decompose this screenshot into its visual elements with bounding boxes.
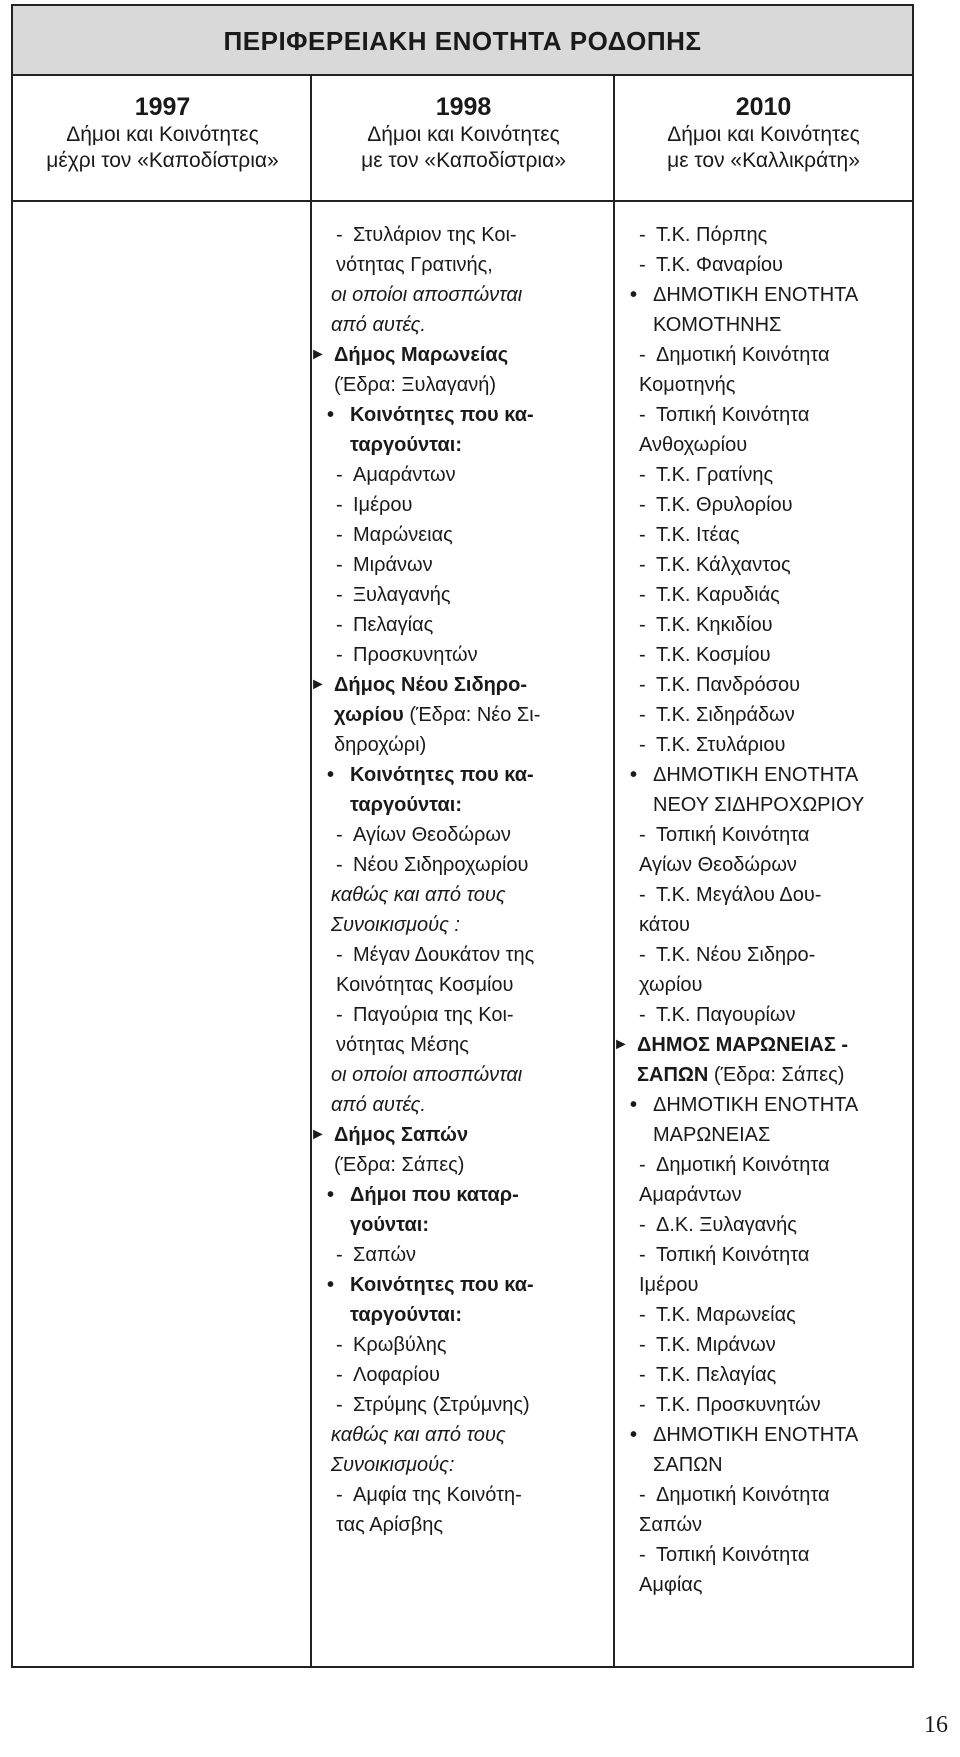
dash-marker: - xyxy=(639,1394,646,1416)
list-item xyxy=(613,850,903,880)
bullet-marker: • xyxy=(630,284,638,306)
dash-marker: - xyxy=(639,824,646,846)
list-item xyxy=(310,1000,600,1030)
list-item xyxy=(310,1390,600,1420)
dash-marker: - xyxy=(639,644,646,666)
bold-text: Δήμος Σαπών xyxy=(334,1124,469,1146)
item-text: Τ.Κ. Καρυδιάς xyxy=(656,584,780,606)
list-item xyxy=(613,640,903,670)
bullet-marker: • xyxy=(630,764,638,786)
list-item xyxy=(613,1300,903,1330)
list-item xyxy=(613,820,903,850)
item-text: Πελαγίας xyxy=(353,614,434,636)
item-text: οι οποίοι αποσπώνται xyxy=(331,1064,523,1086)
header-year: 1997 xyxy=(134,93,191,121)
list-item xyxy=(613,310,903,340)
list-item xyxy=(613,970,903,1000)
list-item xyxy=(310,730,600,760)
item-text: Μέγαν Δουκάτον της xyxy=(353,944,535,966)
bold-text: Κοινότητες που κα- xyxy=(350,1274,534,1296)
list-item xyxy=(613,550,903,580)
item-text: τας Αρίσβης xyxy=(336,1514,444,1536)
list-item xyxy=(310,1300,600,1330)
dash-marker: - xyxy=(336,644,343,666)
list-item xyxy=(310,1030,600,1060)
item-text: Δημοτική Κοινότητα xyxy=(656,1484,830,1506)
list-item xyxy=(310,580,600,610)
bold-text: ταργούνται: xyxy=(350,434,463,456)
list-item xyxy=(613,700,903,730)
item-text: Τοπική Κοινότητα xyxy=(656,1244,810,1266)
arrow-marker: ► xyxy=(310,1126,326,1143)
bold-text: ταργούνται: xyxy=(350,794,463,816)
bold-text: Δήμοι που καταρ- xyxy=(350,1184,519,1206)
item-text: Τ.Κ. Ιτέας xyxy=(656,524,740,546)
list-item xyxy=(310,1120,600,1150)
dash-marker: - xyxy=(639,1214,646,1236)
item-text: κάτου xyxy=(639,914,690,936)
dash-marker: - xyxy=(336,494,343,516)
dash-marker: - xyxy=(639,344,646,366)
list-item xyxy=(310,280,600,310)
list-item xyxy=(613,1030,903,1060)
bold-text: γούνται: xyxy=(350,1214,429,1236)
item-text: καθώς και από τους xyxy=(331,884,506,906)
item-text: Ιμέρου xyxy=(353,494,413,516)
header-1997 xyxy=(13,76,312,202)
item-text: από αυτές. xyxy=(331,1094,426,1116)
list-item xyxy=(613,1420,903,1450)
item-text: Τ.Κ. Μαρωνείας xyxy=(656,1304,796,1326)
item-text: ΜΑΡΩΝΕΙΑΣ xyxy=(653,1124,771,1146)
item-text: Τ.Κ. Νέου Σιδηρο- xyxy=(656,944,816,966)
header-year: 1998 xyxy=(435,93,492,121)
bold-text: Δήμος Μαρωνείας xyxy=(334,344,509,366)
header-1998 xyxy=(312,76,615,202)
table-title: ΠΕΡΙΦΕΡΕΙΑΚΗ ΕΝΟΤΗΤΑ ΡΟΔΟΠΗΣ xyxy=(13,6,912,76)
item-text: Κρωβύλης xyxy=(353,1334,447,1356)
bullet-marker: • xyxy=(630,1094,638,1116)
dash-marker: - xyxy=(336,614,343,636)
item-text: Ξυλαγανής xyxy=(353,584,451,606)
list-item xyxy=(310,1180,600,1210)
list-item xyxy=(613,340,903,370)
bullet-marker: • xyxy=(327,1184,335,1206)
list-item xyxy=(613,610,903,640)
bold-text: ταργούνται: xyxy=(350,1304,463,1326)
list-item xyxy=(310,1480,600,1510)
list-item xyxy=(613,1390,903,1420)
list-item xyxy=(310,820,600,850)
list-item xyxy=(613,1480,903,1510)
list-item xyxy=(310,760,600,790)
dash-marker: - xyxy=(336,1394,343,1416)
list-item xyxy=(613,1000,903,1030)
list-item xyxy=(613,790,903,820)
item-text: Στυλάριον της Κοι- xyxy=(353,224,517,246)
item-text: Τ.Κ. Κάλχαντος xyxy=(656,554,791,576)
list-item xyxy=(310,1090,600,1120)
dash-marker: - xyxy=(639,944,646,966)
bold-text: ΔΗΜΟΣ ΜΑΡΩΝΕΙΑΣ - xyxy=(637,1034,849,1056)
item-text: Τ.Κ. Πόρπης xyxy=(656,224,768,246)
item-text: Κοινότητας Κοσμίου xyxy=(336,974,514,996)
item-text: Τοπική Κοινότητα xyxy=(656,1544,810,1566)
item-text: Τ.Κ. Μιράνων xyxy=(656,1334,776,1356)
list-item xyxy=(310,430,600,460)
header-line: μέχρι τον «Καποδίστρια» xyxy=(46,149,279,172)
header-line: Δήμοι και Κοινότητες xyxy=(66,123,259,146)
dash-marker: - xyxy=(639,254,646,276)
dash-marker: - xyxy=(639,554,646,576)
list-item xyxy=(613,910,903,940)
item-text: Δ.Κ. Ξυλαγανής xyxy=(656,1214,797,1236)
item-text: Τ.Κ. Προσκυνητών xyxy=(656,1394,821,1416)
list-item xyxy=(613,370,903,400)
item-text: ΚΟΜΟΤΗΝΗΣ xyxy=(653,314,782,336)
list-item xyxy=(613,1090,903,1120)
item-text: Συνοικισμούς: xyxy=(331,1454,455,1476)
item-text: Λοφαρίου xyxy=(353,1364,440,1386)
header-2010 xyxy=(615,76,912,202)
header-line: Δήμοι και Κοινότητες xyxy=(667,123,860,146)
header-year: 2010 xyxy=(735,93,792,121)
list-item xyxy=(310,250,600,280)
item-text: Στρύμης (Στρύμνης) xyxy=(353,1394,530,1416)
dash-marker: - xyxy=(639,1004,646,1026)
list-item xyxy=(613,1330,903,1360)
item-text: δηροχώρι) xyxy=(334,734,427,756)
bullet-marker: • xyxy=(327,1274,335,1296)
list-item xyxy=(310,550,600,580)
list-item xyxy=(613,490,903,520)
header-line: Δήμοι και Κοινότητες xyxy=(367,123,560,146)
dash-marker: - xyxy=(336,1004,343,1026)
item-text: ΣΑΠΩΝ xyxy=(653,1454,723,1476)
dash-marker: - xyxy=(639,674,646,696)
bold-text: χωρίου xyxy=(334,704,404,726)
list-item xyxy=(613,400,903,430)
header-line: με τον «Καλλικράτη» xyxy=(667,149,860,172)
list-item xyxy=(310,700,600,730)
dash-marker: - xyxy=(639,704,646,726)
list-item xyxy=(310,1420,600,1450)
list-item xyxy=(613,280,903,310)
dash-marker: - xyxy=(639,224,646,246)
list-item xyxy=(310,1270,600,1300)
list-item xyxy=(310,1240,600,1270)
item-text: Μαρώνειας xyxy=(353,524,453,546)
list-item xyxy=(613,1120,903,1150)
dash-marker: - xyxy=(336,824,343,846)
list-item xyxy=(613,1270,903,1300)
item-text: Τ.Κ. Μεγάλου Δου- xyxy=(656,884,822,906)
header-line: με τον «Καποδίστρια» xyxy=(361,149,566,172)
item-text: Τ.Κ. Κοσμίου xyxy=(656,644,771,666)
item-text: νότητας Γρατινής, xyxy=(336,254,493,276)
item-text: Τ.Κ. Σιδηράδων xyxy=(656,704,795,726)
item-text: από αυτές. xyxy=(331,314,426,336)
item-text: ΔΗΜΟΤΙΚΗ ΕΝΟΤΗΤΑ xyxy=(653,764,859,786)
page-number: 16 xyxy=(924,1712,948,1738)
item-text: οι οποίοι αποσπώνται xyxy=(331,284,523,306)
list-item xyxy=(613,1240,903,1270)
item-text: ΔΗΜΟΤΙΚΗ ΕΝΟΤΗΤΑ xyxy=(653,284,859,306)
list-item xyxy=(310,910,600,940)
dash-marker: - xyxy=(639,734,646,756)
list-item xyxy=(310,1060,600,1090)
dash-marker: - xyxy=(336,1334,343,1356)
column-2010-content xyxy=(613,220,903,1600)
item-text: ΔΗΜΟΤΙΚΗ ΕΝΟΤΗΤΑ xyxy=(653,1094,859,1116)
item-text: Προσκυνητών xyxy=(353,644,478,666)
dash-marker: - xyxy=(639,464,646,486)
list-item xyxy=(310,460,600,490)
arrow-marker: ► xyxy=(310,346,326,363)
list-item xyxy=(613,460,903,490)
list-item xyxy=(310,880,600,910)
list-item xyxy=(310,490,600,520)
list-item xyxy=(613,220,903,250)
item-text: Νέου Σιδηροχωρίου xyxy=(353,854,529,876)
list-item xyxy=(613,1360,903,1390)
item-text: ΝΕΟΥ ΣΙΔΗΡΟΧΩΡΙΟΥ xyxy=(653,794,865,816)
list-item xyxy=(310,850,600,880)
dash-marker: - xyxy=(639,1244,646,1266)
dash-marker: - xyxy=(639,1304,646,1326)
list-item xyxy=(613,1210,903,1240)
dash-marker: - xyxy=(336,554,343,576)
arrow-marker: ► xyxy=(310,676,326,693)
item-text: Τ.Κ. Φαναρίου xyxy=(656,254,783,276)
arrow-marker: ► xyxy=(613,1036,629,1053)
item-text: (Έδρα: Σάπες) xyxy=(334,1154,465,1176)
item-text: Κομοτηνής xyxy=(639,374,736,396)
list-item xyxy=(310,970,600,1000)
item-text: ΔΗΜΟΤΙΚΗ ΕΝΟΤΗΤΑ xyxy=(653,1424,859,1446)
item-text: Αμφία της Κοινότη- xyxy=(353,1484,522,1506)
item-text: Δημοτική Κοινότητα xyxy=(656,1154,830,1176)
dash-marker: - xyxy=(336,464,343,486)
item-text: Τοπική Κοινότητα xyxy=(656,404,810,426)
list-item xyxy=(310,640,600,670)
list-item xyxy=(310,370,600,400)
list-item xyxy=(613,1150,903,1180)
list-item xyxy=(310,1450,600,1480)
item-text: (Έδρα: Ξυλαγανή) xyxy=(334,374,497,396)
item-text: Ιμέρου xyxy=(639,1274,699,1296)
dash-marker: - xyxy=(336,1364,343,1386)
item-text: Συνοικισμούς : xyxy=(331,914,460,936)
dash-marker: - xyxy=(336,1484,343,1506)
dash-marker: - xyxy=(336,1244,343,1266)
item-text: Τ.Κ. Θρυλορίου xyxy=(656,494,793,516)
list-item xyxy=(310,310,600,340)
list-item xyxy=(613,250,903,280)
dash-marker: - xyxy=(639,494,646,516)
list-item xyxy=(310,1360,600,1390)
item-text: Αμφίας xyxy=(639,1574,703,1596)
list-item xyxy=(613,1510,903,1540)
item-text: Τ.Κ. Κηκιδίου xyxy=(656,614,773,636)
dash-marker: - xyxy=(639,404,646,426)
list-item xyxy=(613,430,903,460)
list-item xyxy=(613,580,903,610)
item-text: Αγίων Θεοδώρων xyxy=(353,824,511,846)
dash-marker: - xyxy=(336,854,343,876)
bullet-marker: • xyxy=(327,764,335,786)
list-item xyxy=(613,730,903,760)
item-text: (Έδρα: Νέο Σι- xyxy=(403,704,541,726)
list-item xyxy=(310,940,600,970)
list-item xyxy=(310,400,600,430)
list-item xyxy=(310,1510,600,1540)
item-text: Τ.Κ. Παγουρίων xyxy=(656,1004,796,1026)
item-text: Τ.Κ. Πελαγίας xyxy=(656,1364,777,1386)
item-text: Παγούρια της Κοι- xyxy=(353,1004,514,1026)
item-text: Αμαράντων xyxy=(639,1184,742,1206)
dash-marker: - xyxy=(639,1334,646,1356)
dash-marker: - xyxy=(639,584,646,606)
list-item xyxy=(310,670,600,700)
dash-marker: - xyxy=(639,884,646,906)
item-text: Δημοτική Κοινότητα xyxy=(656,344,830,366)
item-text: Αμαράντων xyxy=(353,464,456,486)
list-item xyxy=(310,1150,600,1180)
list-item xyxy=(310,610,600,640)
item-text: Σαπών xyxy=(639,1514,703,1536)
bold-text: Κοινότητες που κα- xyxy=(350,404,534,426)
item-text: Σαπών xyxy=(353,1244,417,1266)
bold-text: Κοινότητες που κα- xyxy=(350,764,534,786)
list-item xyxy=(613,1570,903,1600)
bold-text: ΣΑΠΩΝ xyxy=(637,1064,709,1086)
item-text: Αγίων Θεοδώρων xyxy=(639,854,797,876)
dash-marker: - xyxy=(639,1154,646,1176)
item-text: Τοπική Κοινότητα xyxy=(656,824,810,846)
column-1998-content xyxy=(310,220,600,1540)
list-item xyxy=(310,520,600,550)
dash-marker: - xyxy=(639,1484,646,1506)
item-text: νότητας Μέσης xyxy=(336,1034,469,1056)
list-item xyxy=(310,340,600,370)
list-item xyxy=(613,1450,903,1480)
item-text: χωρίου xyxy=(639,974,703,996)
list-item xyxy=(613,1540,903,1570)
dash-marker: - xyxy=(336,944,343,966)
dash-marker: - xyxy=(336,224,343,246)
list-item xyxy=(613,1180,903,1210)
item-text: Τ.Κ. Γρατίνης xyxy=(656,464,774,486)
list-item xyxy=(613,1060,903,1090)
dash-marker: - xyxy=(639,1364,646,1386)
item-text: καθώς και από τους xyxy=(331,1424,506,1446)
item-text: Ανθοχωρίου xyxy=(639,434,748,456)
dash-marker: - xyxy=(639,1544,646,1566)
list-item xyxy=(310,1210,600,1240)
bold-text: Δήμος Νέου Σιδηρο- xyxy=(334,674,528,696)
list-item xyxy=(310,1330,600,1360)
list-item xyxy=(310,790,600,820)
dash-marker: - xyxy=(336,584,343,606)
dash-marker: - xyxy=(336,524,343,546)
bullet-marker: • xyxy=(327,404,335,426)
list-item xyxy=(613,880,903,910)
item-text: Τ.Κ. Στυλάριου xyxy=(656,734,786,756)
dash-marker: - xyxy=(639,524,646,546)
dash-marker: - xyxy=(639,614,646,636)
list-item xyxy=(613,670,903,700)
bullet-marker: • xyxy=(630,1424,638,1446)
item-text: Τ.Κ. Πανδρόσου xyxy=(656,674,801,696)
list-item xyxy=(310,220,600,250)
list-item xyxy=(613,940,903,970)
list-item xyxy=(613,520,903,550)
item-text: Μιράνων xyxy=(353,554,433,576)
list-item xyxy=(613,760,903,790)
item-text: (Έδρα: Σάπες) xyxy=(708,1064,845,1086)
